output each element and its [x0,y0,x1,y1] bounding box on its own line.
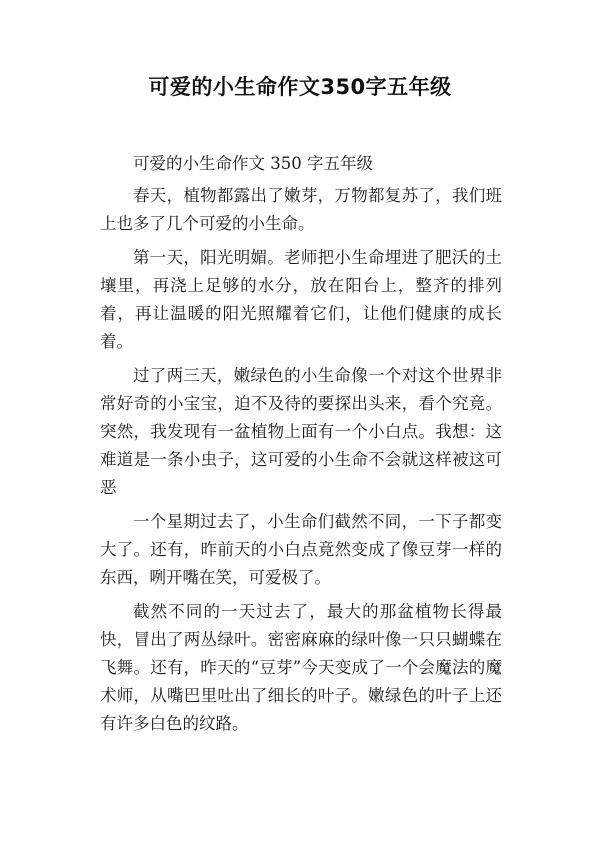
document-body [100,150,502,744]
paragraph-2: 第一天，阳光明媚。老师把小生命埋进了肥沃的土壤里，再浇上足够的水分，放在阳台上，整齐的排列着，再让温暖的阳光照耀着它们，让他们健康的成长着。 [100,248,502,351]
paragraph-4: 一个星期过去了，小生命们截然不同，一下子都变大了。还有，昨前天的小白点竟然变成了像豆芽一样的东西，咧开嘴在笑，可爱极了。 [100,512,502,587]
paragraph-1: 春天，植物都露出了嫩芽，万物都复苏了，我们班上也多了几个可爱的小生命。 [100,186,502,233]
paragraph-5: 截然不同的一天过去了，最大的那盆植物长得最快，冒出了两丛绿叶。密密麻麻的绿叶像一只只蝴蝶在飞舞。还有，昨天的“豆芽”今天变成了一个会魔法的魔术师，从嘴巴里吐出了细长的叶子。嫩绿色的叶子上还有许多白色的纹路。 [100,602,502,733]
paragraph-3: 过了两三天，嫩绿色的小生命像一个对这个世界非常好奇的小宝宝，迫不及待的要探出头来，看个究竟。突然，我发现有一盆植物上面有一个小白点。我想：这难道是一条小虫子，这可爱的小生命不会就这样被这可恶 [100,366,502,497]
document-subtitle: 可爱的小生命作文 350 字五年级 [133,154,373,173]
document-title: 可爱的小生命作文350字五年级 [148,75,452,99]
